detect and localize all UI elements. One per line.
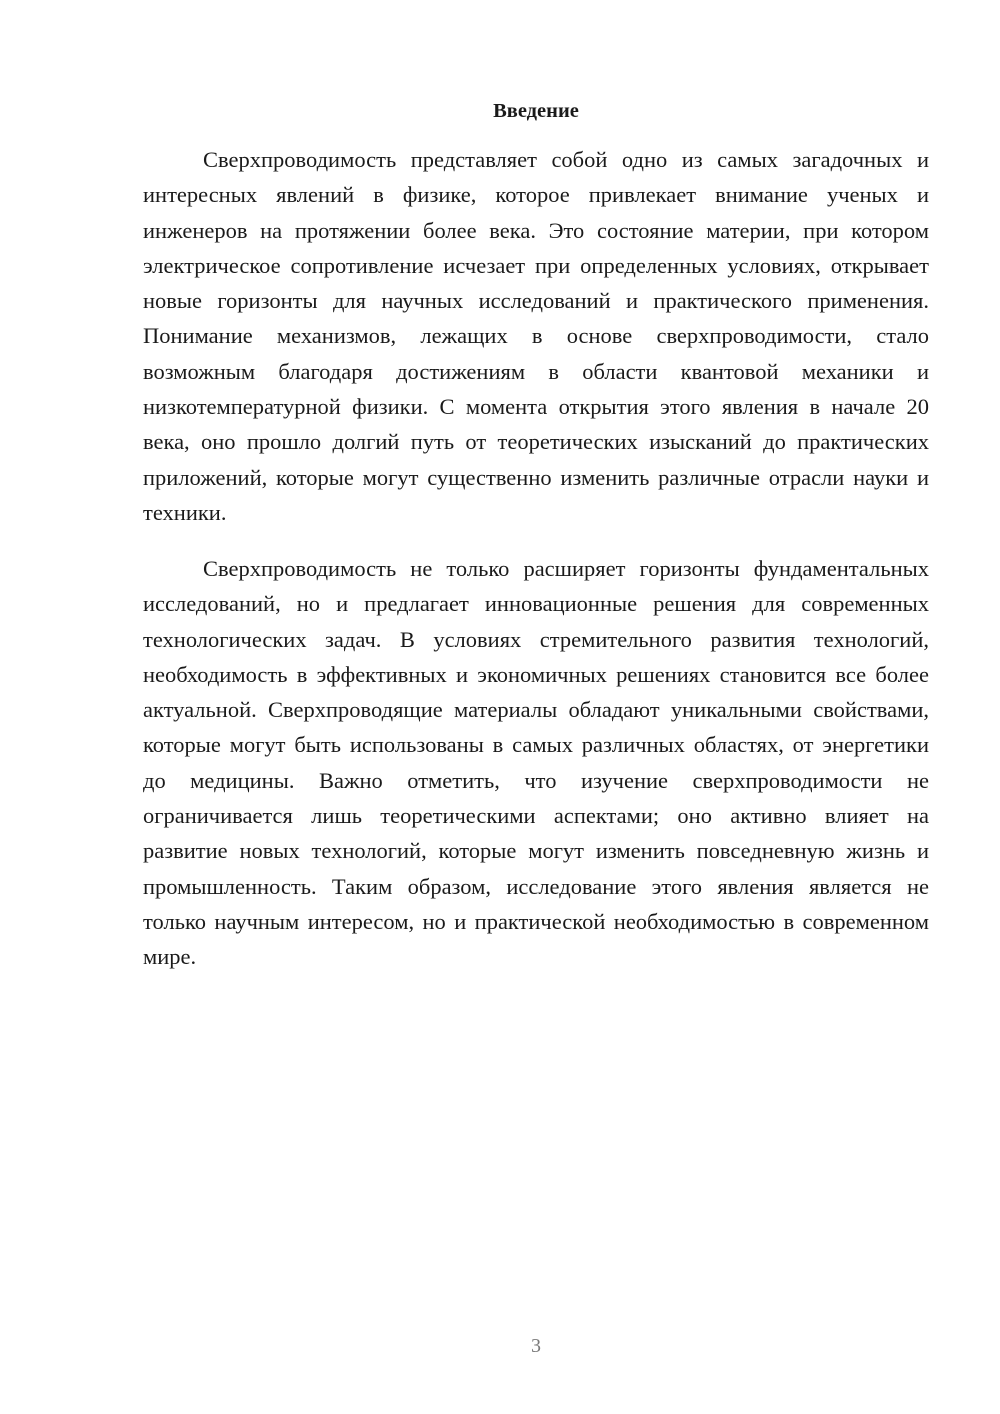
section-heading: Введение	[493, 100, 579, 122]
body-paragraph-1: Сверхпроводимость представляет собой одно из самых загадочных и интересных явлений в физике, которое привлекает внимание ученых и инженеров на протяжении более века. Это состояние материи, при котором электрическое сопротивление исчезает при определенных условиях, открывает новые горизонты для научных исследований и практического применения. Понимание механизмов, лежащих в основе сверхпроводимости, стало возможным благодаря достижениям в области квантовой механики и низкотемпературной физики. С момента открытия этого явления в начале 20 века, оно прошло долгий путь от теоретических изысканий до практических приложений, которые могут существенно изменить различные отрасли науки и техники.	[143, 147, 929, 525]
page-number: 3	[531, 1335, 541, 1357]
body-paragraph-2: Сверхпроводимость не только расширяет горизонты фундаментальных исследований, но и предлагает инновационные решения для современных технологических задач. В условиях стремительного развития технологий, необходимость в эффективных и экономичных решениях становится все более актуальной. Сверхпроводящие материалы обладают уникальными свойствами, которые могут быть использованы в самых различных областях, от энергетики до медицины. Важно отметить, что изучение сверхпроводимости не ограничивается лишь теоретическими аспектами; оно активно влияет на развитие новых технологий, которые могут изменить повседневную жизнь и промышленность. Таким образом, исследование этого явления является не только научным интересом, но и практической необходимостью в современном мире.	[143, 556, 929, 970]
